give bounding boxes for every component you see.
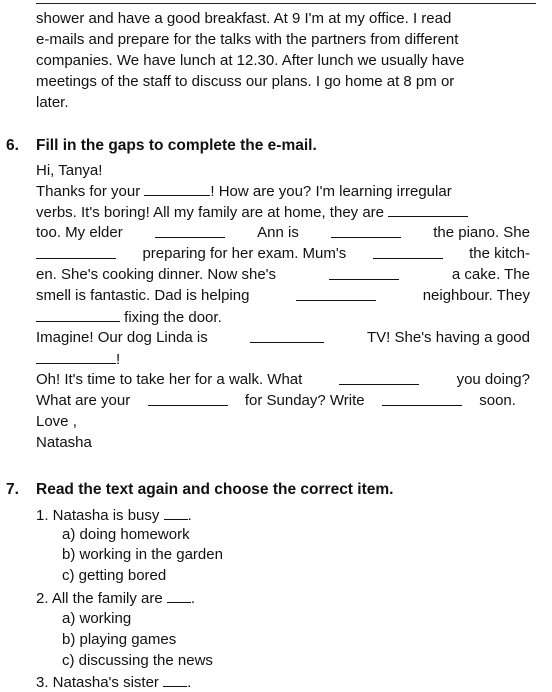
exercise-6-number: 6.	[6, 137, 19, 154]
email-line-8	[36, 329, 530, 347]
blank-gap[interactable]	[388, 203, 468, 217]
intro-text: shower and have a good breakfast. At 9 I'm at my office. I read	[36, 10, 452, 27]
intro-line-4	[36, 73, 454, 91]
email-text: TV! She's having a good	[367, 329, 530, 346]
email-text: neighbour. They	[422, 287, 530, 304]
email-line-3	[36, 224, 530, 242]
intro-text: e-mails and prepare for the talks with the partners from different	[36, 31, 459, 48]
question-text: .	[187, 507, 192, 524]
question-text: 1. Natasha is busy	[36, 507, 160, 524]
intro-text: later.	[36, 94, 69, 111]
question-text: 2. All the family are	[36, 590, 163, 607]
intro-line-2	[36, 31, 530, 49]
email-text: en. She's cooking dinner. Now she's	[36, 266, 277, 283]
blank-gap[interactable]	[382, 392, 462, 406]
option-1b[interactable]: b) working in the garden	[62, 546, 223, 563]
email-line-9	[36, 350, 120, 369]
email-text: too. My elder	[36, 224, 123, 241]
intro-line-3	[36, 52, 464, 70]
question-3	[36, 673, 191, 692]
email-closing: Love ,	[36, 413, 77, 430]
blank-gap[interactable]	[163, 673, 187, 687]
email-text: Ann is	[257, 224, 299, 241]
option-2c[interactable]: c) discussing the news	[62, 652, 213, 669]
blank-gap[interactable]	[148, 392, 228, 406]
email-text: Thanks for your	[36, 183, 141, 200]
exercise-7-heading: Read the text again and choose the correct item.	[36, 481, 394, 498]
intro-text: meetings of the staff to discuss our plans. I go home at 8 pm or	[36, 73, 455, 90]
email-line-1	[36, 182, 452, 201]
email-text: fixing the door.	[124, 309, 222, 326]
email-line-2	[36, 203, 468, 222]
email-text: Oh! It's time to take her for a walk. What	[36, 371, 303, 388]
email-text: a cake. The	[451, 266, 530, 283]
email-text: the kitch-	[469, 245, 530, 262]
blank-gap[interactable]	[250, 329, 324, 343]
exercise-7-number: 7.	[6, 481, 19, 498]
blank-gap[interactable]	[155, 224, 225, 238]
intro-line-5	[36, 94, 69, 112]
email-signature: Natasha	[36, 434, 92, 451]
option-1c[interactable]: c) getting bored	[62, 567, 167, 584]
email-text: the piano. She	[433, 224, 530, 241]
blank-gap[interactable]	[331, 224, 401, 238]
email-line-10	[36, 371, 530, 389]
blank-gap[interactable]	[144, 182, 210, 196]
email-text: preparing for her exam. Mum's	[142, 245, 347, 262]
email-greeting: Hi, Tanya!	[36, 162, 103, 179]
email-text: for Sunday? Write	[244, 392, 365, 409]
blank-gap[interactable]	[36, 350, 116, 364]
email-text: Imagine! Our dog Linda is	[36, 329, 208, 346]
email-line-6	[36, 287, 530, 305]
intro-line-1	[36, 10, 530, 28]
intro-text: companies. We have lunch at 12.30. After lunch we usually have	[36, 52, 465, 69]
email-text: verbs. It's boring! All my family are at home, they are	[36, 204, 385, 221]
blank-gap[interactable]	[296, 287, 376, 301]
blank-gap[interactable]	[36, 245, 116, 259]
blank-gap[interactable]	[339, 371, 419, 385]
email-text: smell is fantastic. Dad is helping	[36, 287, 250, 304]
email-text: you doing?	[456, 371, 530, 388]
blank-gap[interactable]	[329, 266, 399, 280]
email-line-4	[36, 245, 530, 263]
email-line-11	[36, 392, 516, 410]
blank-gap[interactable]	[36, 308, 120, 322]
question-text: .	[190, 590, 196, 607]
blank-gap[interactable]	[164, 506, 188, 520]
blank-gap[interactable]	[167, 589, 191, 603]
question-text: 3. Natasha's sister	[36, 674, 159, 691]
question-2	[36, 589, 195, 608]
option-2a[interactable]: a) working	[62, 610, 132, 627]
option-1a[interactable]: a) doing homework	[62, 526, 190, 543]
email-text: What are your	[36, 392, 131, 409]
email-text: ! How are you? I'm learning irregular	[210, 183, 452, 200]
email-text: soon.	[479, 392, 516, 409]
option-2b[interactable]: b) playing games	[62, 631, 177, 648]
exercise-6-heading: Fill in the gaps to complete the e-mail.	[36, 137, 317, 154]
email-text: !	[116, 351, 121, 368]
question-text: .	[187, 674, 192, 691]
top-rule	[36, 3, 536, 4]
email-line-5	[36, 266, 530, 284]
blank-gap[interactable]	[373, 245, 443, 259]
question-1	[36, 506, 192, 525]
email-line-7	[36, 308, 222, 327]
